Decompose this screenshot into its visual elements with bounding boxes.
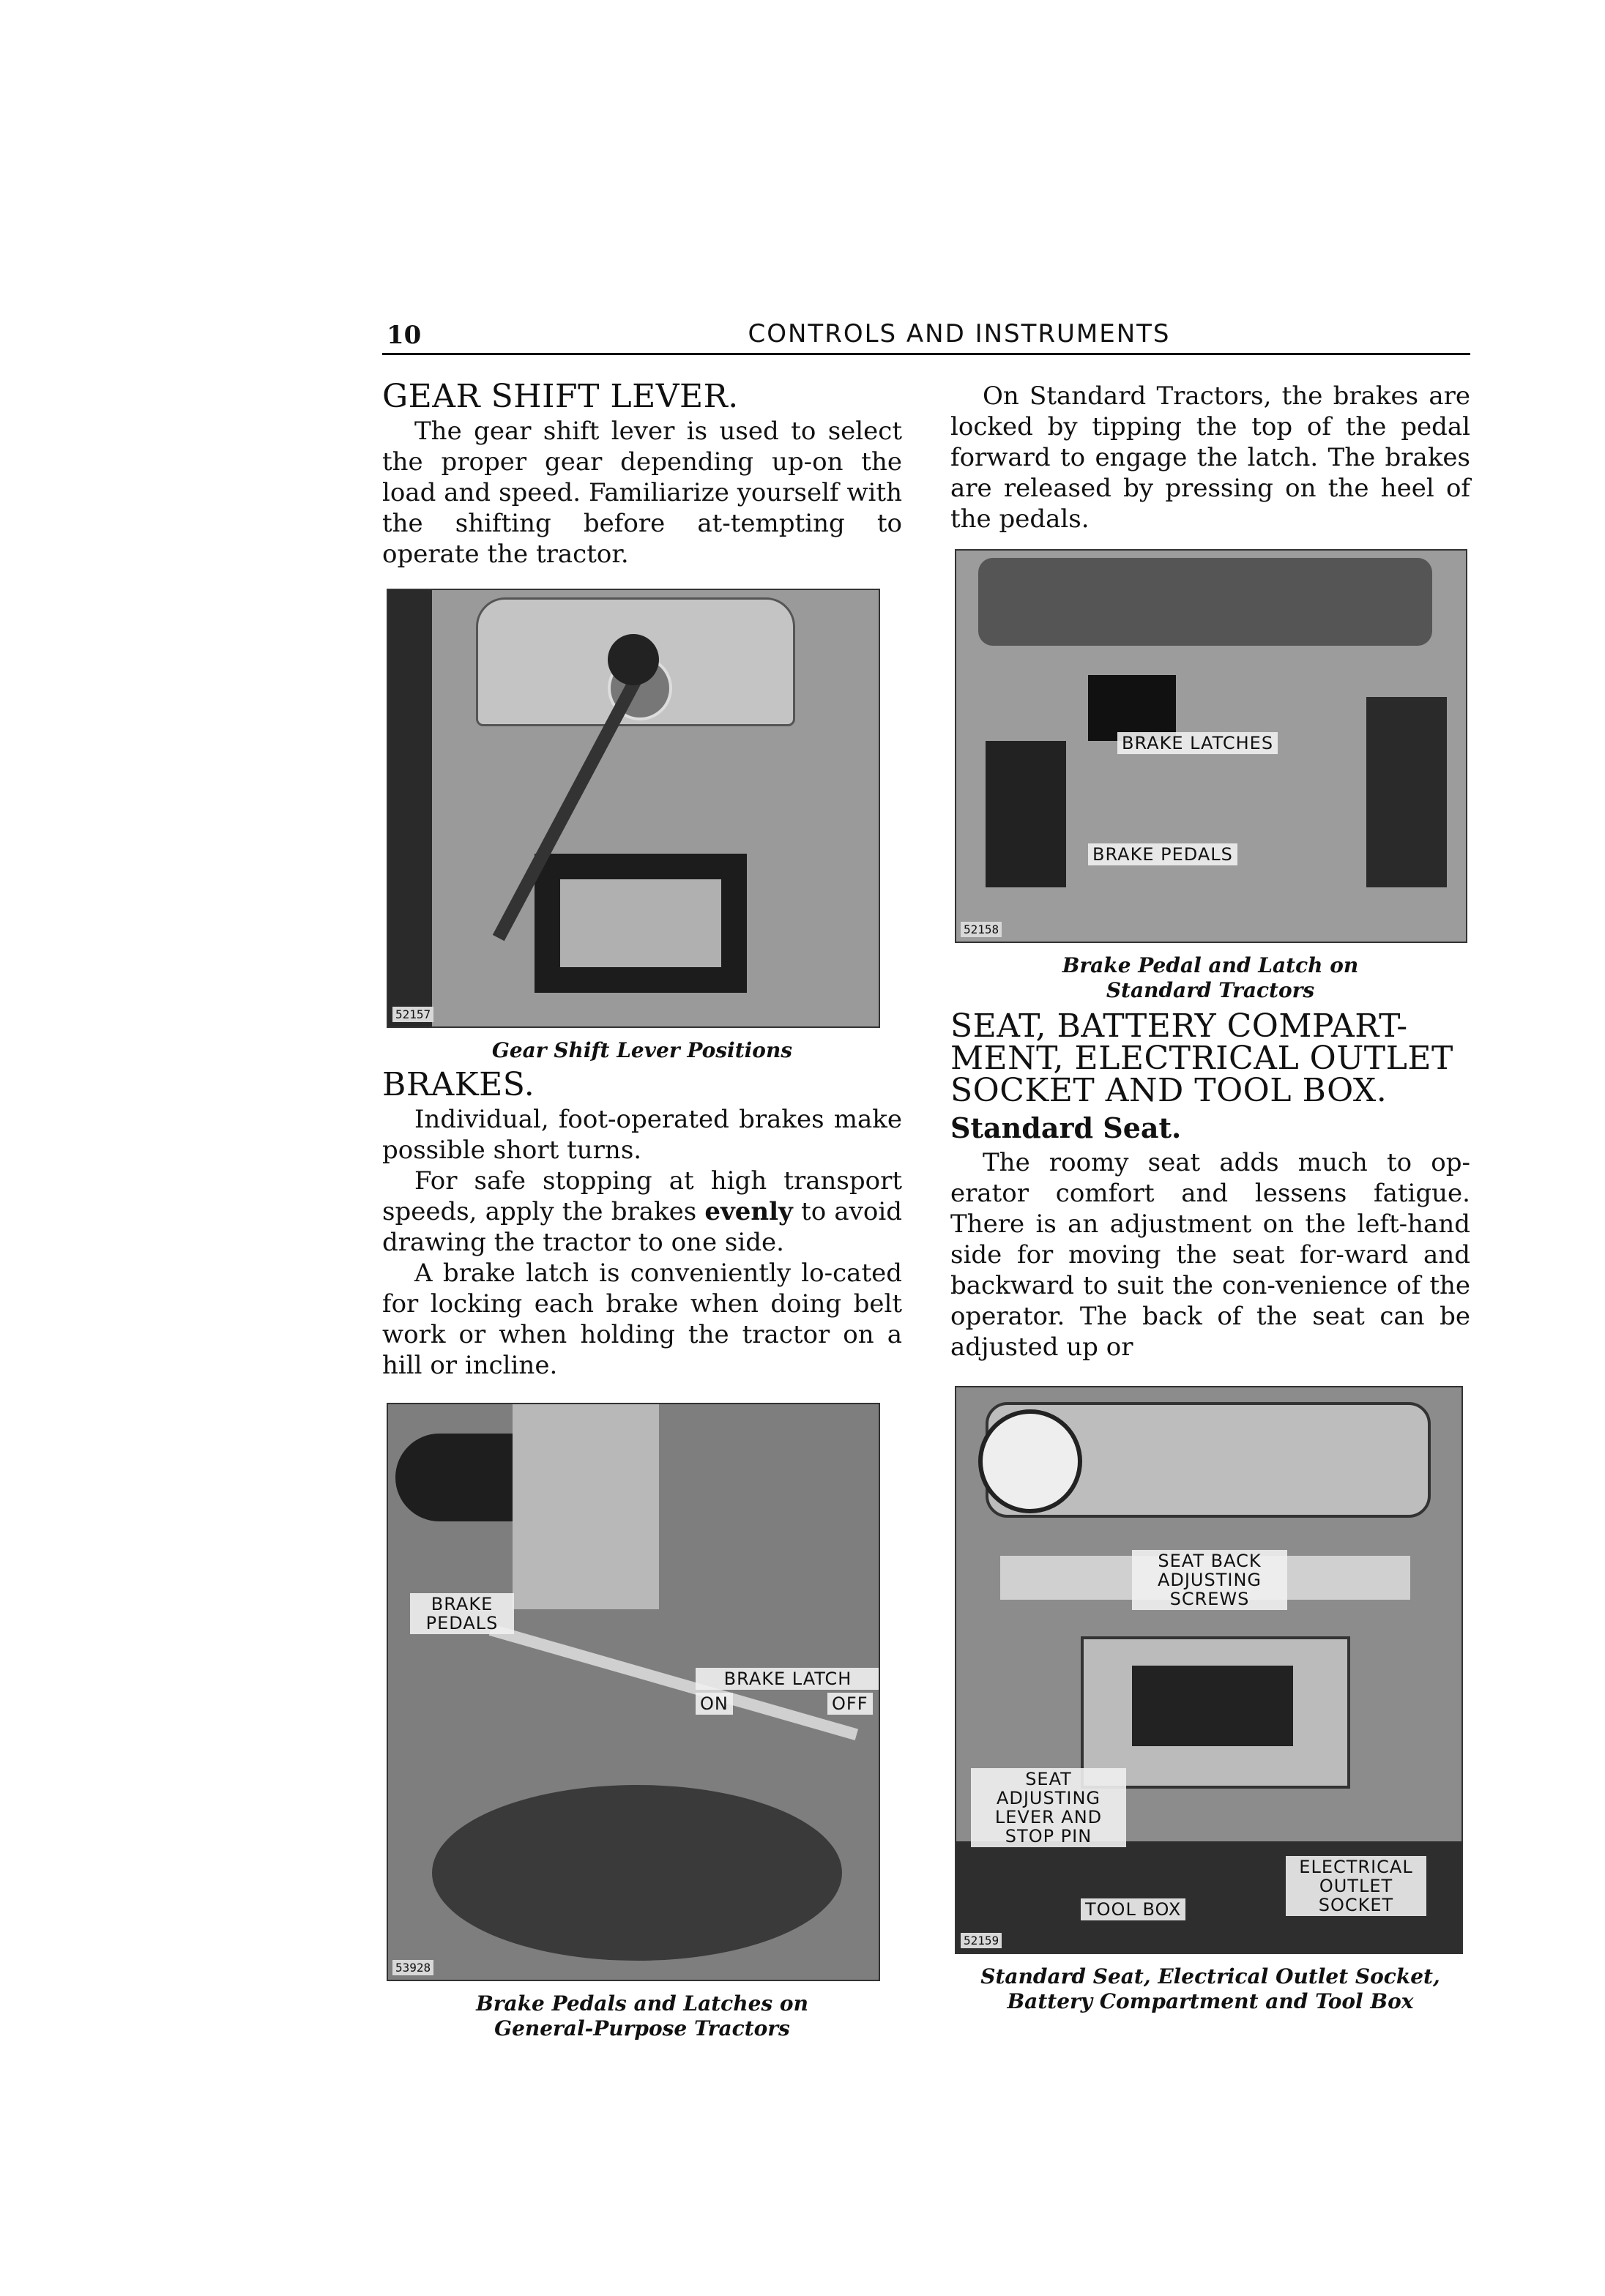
latch-plate bbox=[1088, 675, 1176, 741]
lever-knob bbox=[608, 634, 659, 685]
latch-on-label: ON bbox=[696, 1693, 733, 1715]
gear-shift-photo bbox=[387, 589, 880, 1028]
header-rule bbox=[382, 353, 1470, 355]
left-dark-area bbox=[388, 590, 432, 1026]
pedal-left bbox=[986, 741, 1066, 887]
standard-brakes-paragraph: On Standard Tractors, the brakes are locked by tipping the top of the pedal forward to engage the latch. The brakes are released by pressing on the heel of the pedals. bbox=[950, 381, 1470, 534]
standard-seat-subheading: Standard Seat. bbox=[950, 1111, 1182, 1144]
general-purpose-brakes-caption: Brake Pedals and Latches on General-Purpose Tractors bbox=[476, 1991, 808, 2040]
seat-adjusting-lever-label: SEAT ADJUSTING LEVER AND STOP PIN bbox=[971, 1768, 1126, 1847]
pedal-right bbox=[1366, 697, 1447, 887]
brakes-p2-start: For safe stopping at high transport speeds, apply the brakes bbox=[382, 1166, 902, 1226]
upper-linkage bbox=[978, 558, 1432, 646]
general-purpose-brakes-photo bbox=[387, 1403, 880, 1981]
electrical-outlet-socket-label: ELECTRICAL OUTLET SOCKET bbox=[1286, 1856, 1426, 1916]
standard-seat-paragraph: The roomy seat adds much to op-erator comfort and lessens fatigue. There is an adjustment on the left-hand side for moving the seat for-ward and backward to suit the con-venience of the operator. The back of the seat can be adjusted up or bbox=[950, 1148, 1470, 1362]
brakes-paragraph-1: Individual, foot-operated brakes make possible short turns. bbox=[382, 1105, 902, 1165]
figure-code: 52158 bbox=[961, 922, 1002, 937]
seat-section-heading: SEAT, BATTERY COMPART-MENT, ELECTRICAL OUTLET SOCKET AND TOOL BOX. bbox=[950, 1007, 1453, 1109]
brakes-heading: BRAKES. bbox=[382, 1066, 535, 1103]
standard-brakes-caption: Brake Pedal and Latch on Standard Tractors bbox=[1062, 953, 1359, 1002]
page-number: 10 bbox=[387, 321, 422, 350]
seat-back-adjusting-screws-label: SEAT BACK ADJUSTING SCREWS bbox=[1132, 1550, 1287, 1610]
brake-latches-label: BRAKE LATCHES bbox=[1117, 732, 1278, 754]
gear-shift-heading: GEAR SHIFT LEVER. bbox=[382, 378, 739, 415]
tool-box-label: TOOL BOX bbox=[1081, 1898, 1185, 1920]
shift-slot bbox=[560, 879, 721, 967]
right-column bbox=[950, 381, 1470, 2020]
compartment-opening bbox=[1132, 1666, 1293, 1746]
seat-toolbox-caption: Standard Seat, Electrical Outlet Socket, Battery Compartment and Tool Box bbox=[980, 1964, 1440, 2013]
brakes-paragraph-3: A brake latch is conveniently lo-cated for locking each brake when doing belt work or when holding the tractor on a hill or incline. bbox=[382, 1259, 902, 1380]
axle-housing bbox=[432, 1785, 842, 1961]
seat-toolbox-photo bbox=[955, 1386, 1463, 1954]
gear-shift-caption: Gear Shift Lever Positions bbox=[491, 1038, 793, 1062]
figure-code: 53928 bbox=[392, 1960, 433, 1975]
running-title: CONTROLS AND INSTRUMENTS bbox=[748, 319, 1171, 348]
trouser-leg bbox=[513, 1404, 659, 1609]
brakes-p2-end: to avoid drawing the tractor to one side. bbox=[382, 1197, 902, 1257]
brake-latch-label: BRAKE LATCH bbox=[696, 1668, 880, 1690]
brakes-p2-emphasis: evenly bbox=[704, 1197, 793, 1226]
left-column bbox=[382, 378, 902, 2047]
brake-pedals-label: BRAKE PEDALS bbox=[410, 1593, 514, 1634]
figure-code: 52157 bbox=[392, 1007, 433, 1022]
figure-code: 52159 bbox=[961, 1933, 1002, 1948]
latch-off-label: OFF bbox=[827, 1693, 873, 1715]
brake-pedals-label: BRAKE PEDALS bbox=[1088, 843, 1237, 865]
gear-shift-paragraph: The gear shift lever is used to select the proper gear depending up-on the load and speed. Familiarize yourself with the shifting before at-tempting to operate the tractor. bbox=[382, 417, 902, 569]
brakes-paragraph-2 bbox=[382, 1166, 902, 1258]
standard-brakes-photo bbox=[955, 549, 1467, 943]
seat-light bbox=[978, 1409, 1082, 1513]
